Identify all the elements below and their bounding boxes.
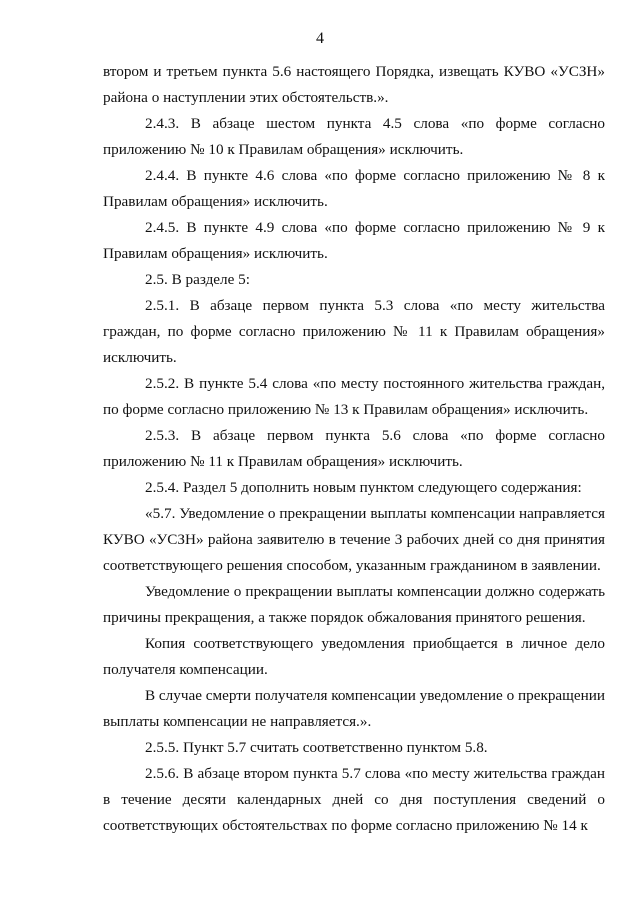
paragraph-2-4-4: 2.4.4. В пункте 4.6 слова «по форме согласно приложению № 8 к Правилам обращения» исключить. (103, 167, 605, 210)
paragraph-death-case: В случае смерти получателя компенсации уведомление о прекращении выплаты компенсации не направляется.». (103, 687, 605, 730)
paragraph-notice-copy: Копия соответствующего уведомления приобщается в личное дело получателя компенсации. (103, 635, 605, 678)
paragraph-continuation: втором и третьем пункта 5.6 настоящего Порядка, извещать КУВО «УСЗН» района о наступлении этих обстоятельств.». (103, 63, 605, 106)
paragraph-2-4-5: 2.4.5. В пункте 4.9 слова «по форме согласно приложению № 9 к Правилам обращения» исключить. (103, 219, 605, 262)
page-number: 4 (316, 30, 324, 47)
paragraph-2-5-6: 2.5.6. В абзаце втором пункта 5.7 слова «по месту жительства граждан в течение десяти календарных дней со дня поступления сведений о соответствующих обстоятельствах по форме согласно приложению № 14 к (103, 765, 605, 834)
paragraph-2-5-1: 2.5.1. В абзаце первом пункта 5.3 слова «по месту жительства граждан, по форме согласно приложению № 11 к Правилам обращения» исключить. (103, 297, 605, 366)
paragraph-2-5-3: 2.5.3. В абзаце первом пункта 5.6 слова «по форме согласно приложению № 11 к Правилам обращения» исключить. (103, 427, 605, 470)
paragraph-2-5-2: 2.5.2. В пункте 5.4 слова «по месту постоянного жительства граждан, по форме согласно приложению № 13 к Правилам обращения» исключить. (103, 375, 605, 418)
paragraph-2-5-5: 2.5.5. Пункт 5.7 считать соответственно пунктом 5.8. (145, 739, 488, 756)
paragraph-2-4-3: 2.4.3. В абзаце шестом пункта 4.5 слова «по форме согласно приложению № 10 к Правилам обращения» исключить. (103, 115, 605, 158)
paragraph-2-5-4: 2.5.4. Раздел 5 дополнить новым пунктом следующего содержания: (145, 479, 582, 496)
document-body (103, 59, 605, 839)
paragraph-2-5: 2.5. В разделе 5: (145, 271, 250, 288)
paragraph-5-7-quote: «5.7. Уведомление о прекращении выплаты компенсации направляется КУВО «УСЗН» района заявителю в течение 3 рабочих дней со дня принятия соответствующего решения способом, указанным гражданином в заявлении. (103, 505, 605, 574)
paragraph-notice-content: Уведомление о прекращении выплаты компенсации должно содержать причины прекращения, а также порядок обжалования принятого решения. (103, 583, 605, 626)
